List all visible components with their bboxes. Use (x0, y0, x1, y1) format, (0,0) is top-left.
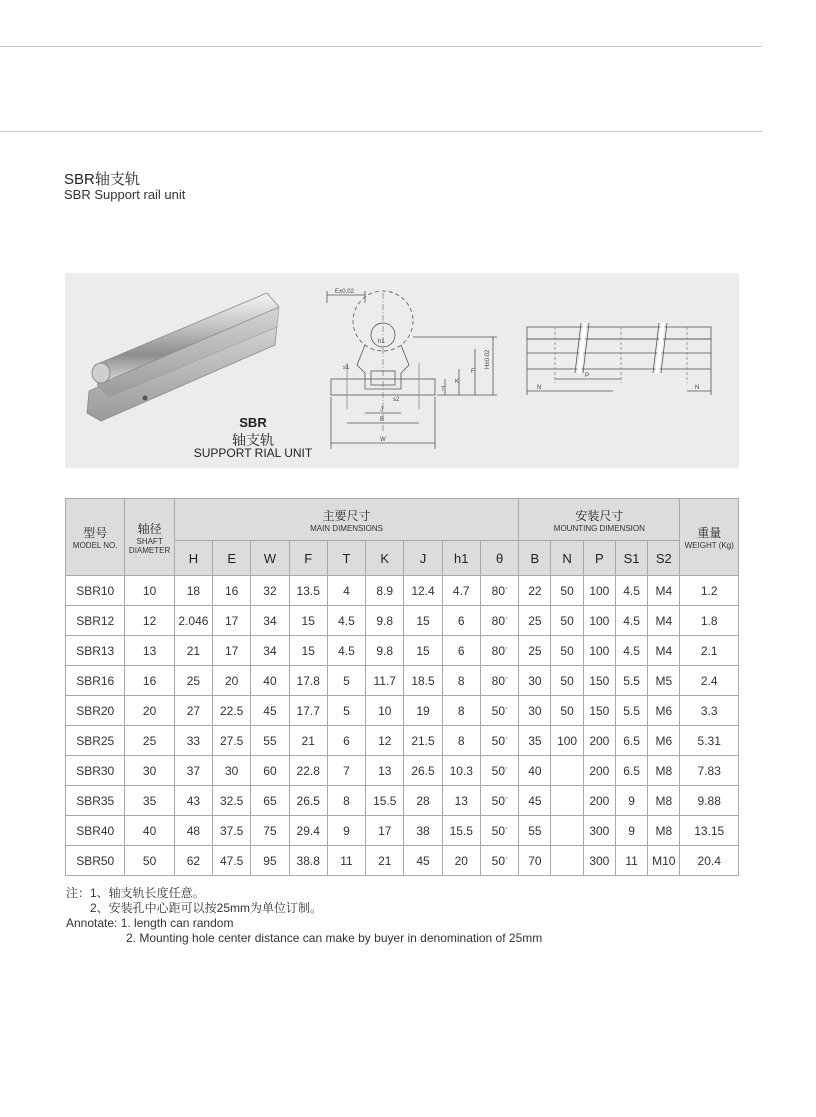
cell-s2: M8 (648, 816, 680, 846)
cell-w: 75 (251, 816, 289, 846)
cell-w: 95 (251, 846, 289, 876)
table-row (66, 606, 739, 636)
figure-label-model: SBR (239, 415, 267, 430)
cell-h1: 8 (442, 696, 480, 726)
cell-k: 21 (366, 846, 404, 876)
cell-model: SBR35 (66, 786, 125, 816)
cell-w: 34 (251, 606, 289, 636)
cell-h1: 20 (442, 846, 480, 876)
cell-theta: 80◦ (480, 666, 518, 696)
cell-s1: 4.5 (615, 636, 647, 666)
cell-s1: 9 (615, 786, 647, 816)
cell-e: 27.5 (213, 726, 251, 756)
dim-n-left: N (537, 385, 542, 391)
cell-model: SBR25 (66, 726, 125, 756)
cell-model: SBR40 (66, 816, 125, 846)
cell-h1: 4.7 (442, 576, 480, 606)
figure-label-en: SUPPORT RIAL UNIT (193, 446, 313, 460)
cell-h: 2.046 (174, 606, 212, 636)
header-weight: 重量 WEIGHT (Kg) (680, 499, 739, 576)
cell-theta: 80◦ (480, 606, 518, 636)
header-main-dimensions: 主要尺寸 MAIN DIMENSIONS (174, 499, 518, 541)
cell-e: 20 (213, 666, 251, 696)
dim-s2: s2 (393, 397, 400, 403)
cell-w: 32 (251, 576, 289, 606)
cell-s1: 4.5 (615, 576, 647, 606)
col-t: T (327, 541, 365, 576)
cell-f: 17.8 (289, 666, 327, 696)
cell-t: 7 (327, 756, 365, 786)
cell-w: 45 (251, 696, 289, 726)
dim-t: T (441, 387, 445, 393)
cell-t: 6 (327, 726, 365, 756)
dim-w: W (380, 437, 386, 443)
cell-k: 17 (366, 816, 404, 846)
cell-weight: 1.8 (680, 606, 739, 636)
note-en-2: 2. Mounting hole center distance can make by buyer in denomination of 25mm (126, 931, 543, 945)
rail-unit-photo (87, 293, 279, 421)
col-s2: S2 (648, 541, 680, 576)
cell-weight: 13.15 (680, 816, 739, 846)
cell-j: 18.5 (404, 666, 442, 696)
cell-j: 21.5 (404, 726, 442, 756)
table-row (66, 666, 739, 696)
table-row (66, 786, 739, 816)
cell-h: 62 (174, 846, 212, 876)
cell-p: 100 (583, 606, 615, 636)
cell-e: 16 (213, 576, 251, 606)
cell-weight: 7.83 (680, 756, 739, 786)
table-row (66, 816, 739, 846)
cell-n: 50 (551, 696, 583, 726)
cell-b: 45 (519, 786, 551, 816)
cell-h: 25 (174, 666, 212, 696)
product-drawings (65, 273, 739, 468)
table-row (66, 636, 739, 666)
cell-s2: M6 (648, 696, 680, 726)
dim-k: K (455, 379, 460, 385)
cell-model: SBR13 (66, 636, 125, 666)
cell-t: 11 (327, 846, 365, 876)
cell-s2: M4 (648, 606, 680, 636)
cell-d: 20 (125, 696, 174, 726)
cell-k: 9.8 (366, 606, 404, 636)
table-row (66, 576, 739, 606)
cell-j: 19 (404, 696, 442, 726)
cell-h: 43 (174, 786, 212, 816)
cell-f: 15 (289, 606, 327, 636)
note-cn-2: 2、安装孔中心距可以按25mm为单位订制。 (90, 901, 323, 915)
cell-weight: 9.88 (680, 786, 739, 816)
specification-table-body (66, 576, 739, 876)
cell-h: 33 (174, 726, 212, 756)
cell-t: 5 (327, 666, 365, 696)
cell-s2: M8 (648, 756, 680, 786)
page-title-en: SBR Support rail unit (64, 187, 186, 202)
col-p: P (583, 541, 615, 576)
note-en-1: Annotate: 1. length can random (66, 916, 234, 930)
cell-j: 12.4 (404, 576, 442, 606)
cell-k: 8.9 (366, 576, 404, 606)
table-row (66, 756, 739, 786)
cell-j: 15 (404, 606, 442, 636)
cell-e: 32.5 (213, 786, 251, 816)
dim-s1: s1 (343, 365, 350, 371)
cell-h1: 6 (442, 636, 480, 666)
cell-p: 150 (583, 666, 615, 696)
cell-h: 21 (174, 636, 212, 666)
cell-b: 30 (519, 696, 551, 726)
dim-h-tolerance: H±0.02 (485, 349, 491, 369)
cell-b: 30 (519, 666, 551, 696)
cell-theta: 80◦ (480, 636, 518, 666)
cell-f: 26.5 (289, 786, 327, 816)
note-cn-1: 注：1、轴支轨长度任意。 (66, 886, 205, 900)
dim-j: J (380, 407, 383, 413)
cell-f: 22.8 (289, 756, 327, 786)
cell-f: 21 (289, 726, 327, 756)
cell-theta: 50◦ (480, 786, 518, 816)
col-h: H (174, 541, 212, 576)
cell-h1: 8 (442, 666, 480, 696)
cell-d: 13 (125, 636, 174, 666)
cell-t: 4.5 (327, 636, 365, 666)
cell-e: 17 (213, 636, 251, 666)
col-e: E (213, 541, 251, 576)
cell-p: 200 (583, 756, 615, 786)
col-n: N (551, 541, 583, 576)
cell-t: 4.5 (327, 606, 365, 636)
dim-b: B (380, 417, 385, 423)
cell-f: 29.4 (289, 816, 327, 846)
cell-theta: 50◦ (480, 696, 518, 726)
cell-weight: 20.4 (680, 846, 739, 876)
annotation-notes (66, 886, 542, 946)
cell-b: 35 (519, 726, 551, 756)
cell-s1: 6.5 (615, 726, 647, 756)
cell-weight: 3.3 (680, 696, 739, 726)
cell-s2: M5 (648, 666, 680, 696)
cell-model: SBR16 (66, 666, 125, 696)
cell-j: 15 (404, 636, 442, 666)
cell-d: 50 (125, 846, 174, 876)
cell-s2: M4 (648, 636, 680, 666)
cell-j: 38 (404, 816, 442, 846)
cell-w: 65 (251, 786, 289, 816)
cell-e: 30 (213, 756, 251, 786)
cell-weight: 2.1 (680, 636, 739, 666)
cell-w: 55 (251, 726, 289, 756)
cell-theta: 50◦ (480, 816, 518, 846)
cell-w: 40 (251, 666, 289, 696)
cell-s2: M6 (648, 726, 680, 756)
cell-n: 50 (551, 666, 583, 696)
cell-n: 50 (551, 576, 583, 606)
cell-b: 25 (519, 606, 551, 636)
cell-model: SBR10 (66, 576, 125, 606)
page-title-cn: SBR轴支轨 (64, 171, 140, 188)
cell-model: SBR50 (66, 846, 125, 876)
dim-p: P (585, 373, 590, 379)
cell-h1: 10.3 (442, 756, 480, 786)
cell-k: 12 (366, 726, 404, 756)
cell-p: 150 (583, 696, 615, 726)
cell-t: 4 (327, 576, 365, 606)
cell-p: 100 (583, 636, 615, 666)
cell-p: 100 (583, 576, 615, 606)
cell-s1: 6.5 (615, 756, 647, 786)
cell-h: 37 (174, 756, 212, 786)
cell-h1: 8 (442, 726, 480, 756)
cell-s1: 4.5 (615, 606, 647, 636)
cell-f: 38.8 (289, 846, 327, 876)
cell-f: 13.5 (289, 576, 327, 606)
side-view-drawing (527, 323, 711, 395)
col-h1: h1 (442, 541, 480, 576)
header-divider (0, 131, 762, 132)
cell-h1: 13 (442, 786, 480, 816)
col-k: K (366, 541, 404, 576)
cell-e: 22.5 (213, 696, 251, 726)
cell-p: 200 (583, 786, 615, 816)
cell-weight: 1.2 (680, 576, 739, 606)
cell-theta: 50◦ (480, 726, 518, 756)
col-b: B (519, 541, 551, 576)
cell-p: 200 (583, 726, 615, 756)
cell-weight: 2.4 (680, 666, 739, 696)
cell-n: 50 (551, 636, 583, 666)
product-figure-panel (65, 273, 739, 468)
cell-n: 50 (551, 606, 583, 636)
cell-b: 70 (519, 846, 551, 876)
col-w: W (251, 541, 289, 576)
cell-s2: M10 (648, 846, 680, 876)
cell-n (551, 756, 583, 786)
specification-table (65, 498, 739, 876)
cell-e: 17 (213, 606, 251, 636)
cell-theta: 50◦ (480, 756, 518, 786)
cell-s1: 11 (615, 846, 647, 876)
dim-h1: h1 (378, 339, 385, 345)
col-s1: S1 (615, 541, 647, 576)
cell-theta: 80◦ (480, 576, 518, 606)
cell-p: 300 (583, 846, 615, 876)
cell-t: 8 (327, 786, 365, 816)
cell-f: 17.7 (289, 696, 327, 726)
cell-j: 45 (404, 846, 442, 876)
dim-n-right: N (695, 385, 700, 391)
cell-model: SBR20 (66, 696, 125, 726)
cell-j: 28 (404, 786, 442, 816)
cell-model: SBR12 (66, 606, 125, 636)
cell-d: 10 (125, 576, 174, 606)
cell-b: 25 (519, 636, 551, 666)
cell-e: 47.5 (213, 846, 251, 876)
cell-b: 55 (519, 816, 551, 846)
cell-d: 25 (125, 726, 174, 756)
cell-p: 300 (583, 816, 615, 846)
cell-h1: 6 (442, 606, 480, 636)
dimension-letters (335, 289, 699, 443)
cell-w: 34 (251, 636, 289, 666)
cell-s2: M4 (648, 576, 680, 606)
col-f: F (289, 541, 327, 576)
cell-weight: 5.31 (680, 726, 739, 756)
cell-s1: 5.5 (615, 666, 647, 696)
table-row (66, 696, 739, 726)
cell-t: 9 (327, 816, 365, 846)
cell-w: 60 (251, 756, 289, 786)
cell-j: 26.5 (404, 756, 442, 786)
cell-d: 35 (125, 786, 174, 816)
table-row (66, 846, 739, 876)
cell-k: 13 (366, 756, 404, 786)
cell-h: 27 (174, 696, 212, 726)
dim-f: F (471, 369, 475, 375)
header-shaft-diameter: 轴径 SHAFT DIAMETER (125, 499, 174, 576)
cell-h: 18 (174, 576, 212, 606)
cell-d: 30 (125, 756, 174, 786)
cell-f: 15 (289, 636, 327, 666)
cell-n (551, 816, 583, 846)
cell-s1: 5.5 (615, 696, 647, 726)
cell-d: 40 (125, 816, 174, 846)
cell-b: 40 (519, 756, 551, 786)
cell-theta: 50◦ (480, 846, 518, 876)
cell-h1: 15.5 (442, 816, 480, 846)
cell-b: 22 (519, 576, 551, 606)
cell-k: 11.7 (366, 666, 404, 696)
cell-d: 12 (125, 606, 174, 636)
figure-label-cn: 轴支轨 (232, 432, 274, 448)
cell-s2: M8 (648, 786, 680, 816)
cell-k: 10 (366, 696, 404, 726)
header-model: 型号 MODEL NO. (66, 499, 125, 576)
dim-e-tolerance: E±0.02 (335, 289, 354, 295)
cell-d: 16 (125, 666, 174, 696)
cell-k: 15.5 (366, 786, 404, 816)
cell-t: 5 (327, 696, 365, 726)
cell-h: 48 (174, 816, 212, 846)
cell-e: 37.5 (213, 816, 251, 846)
cell-k: 9.8 (366, 636, 404, 666)
cell-n (551, 846, 583, 876)
col-theta: θ (480, 541, 518, 576)
cell-n (551, 786, 583, 816)
cell-model: SBR30 (66, 756, 125, 786)
cell-s1: 9 (615, 816, 647, 846)
table-row (66, 726, 739, 756)
col-j: J (404, 541, 442, 576)
cell-n: 100 (551, 726, 583, 756)
top-divider (0, 46, 762, 47)
header-mounting-dimension: 安装尺寸 MOUNTING DIMENSION (519, 499, 680, 541)
